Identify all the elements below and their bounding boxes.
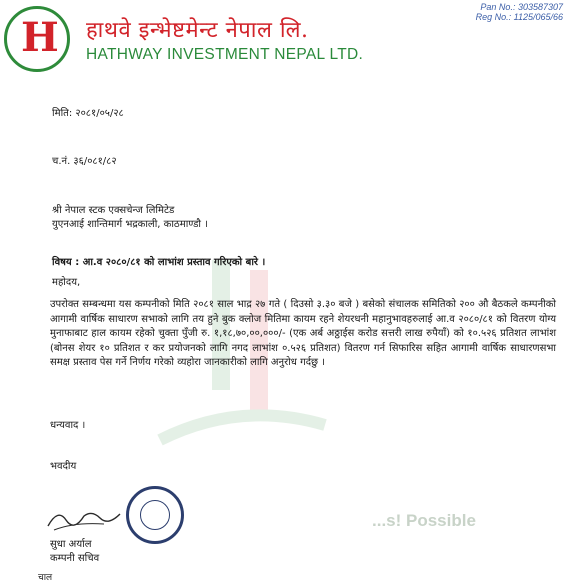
salutation: महोदय, <box>52 277 81 288</box>
recipient-line-2: युएनआई शान्तिमार्ग भद्रकाली, काठमाण्डौ । <box>52 219 208 230</box>
logo-h-icon: H <box>21 14 59 61</box>
company-name-english: HATHWAY INVESTMENT NEPAL LTD. <box>86 46 364 63</box>
pan-number: Pan No.: 303587307 <box>480 2 563 12</box>
closing: भवदीय <box>50 461 77 472</box>
company-name-nepali: हाथवे इन्भेष्टमेन्ट नेपाल लि. <box>86 18 309 43</box>
letter-subject: विषय : आ.व २०८०/८१ को लाभांश प्रस्ताव गरिएको बारे । <box>52 257 266 268</box>
signatory-name: सुधा अर्याल <box>50 539 92 550</box>
seal-center-icon <box>140 500 170 530</box>
company-seal <box>126 486 184 544</box>
signature-image <box>44 500 124 536</box>
reference-number: च.नं. ३६/०८१/८२ <box>52 156 117 167</box>
reg-number: Reg No.: 1125/065/66 <box>475 12 563 22</box>
recipient-line-1: श्री नेपाल स्टक एक्सचेन्ज लिमिटेड <box>52 205 175 216</box>
thanks: धन्यवाद । <box>50 420 86 431</box>
letter-body: उपरोक्त सम्बन्धमा यस कम्पनीको मिति २०८१ साल भाद्र २७ गते ( दिउसो ३.३० बजे ) बसेको संचालक समितिको २०० औ बैठकले कम्पनीको आगामी वार्षिक साधारण सभाको लागि तय हुने बुक क्लोज मितिमा कायम रहने शेयरधनी महानुभावहरुलाई आ.व २०८०/८१ को वितरण योग्य मुनाफाबाट हाल कायम रहेको चुक्ता पुँजी रु. १,१८,७०,००,०००/- (एक अर्ब अठ्ठाईस करोड सत्तरी लाख रुपैयाँ) को १०.५२६ प्रतिशत लाभांश (बोनस शेयर १० प्रतिशत र कर प्रयोजनको लागि नगद लाभांश ०.५२६ प्रतिशत) वितरण गर्न सिफारिस सहित आगामी वार्षिक साधारणसभा समक्ष प्रस्ताव पेस गर्ने निर्णय गरेको व्यहोरा जानकारीको लागि अनुरोध गर्दछु । <box>50 299 556 369</box>
watermark-text: ...s! Possible <box>372 511 476 530</box>
letter-date: मिति: २०८१/०५/२८ <box>52 108 124 119</box>
footer-text: चाल <box>38 573 53 583</box>
company-logo <box>4 6 70 72</box>
signatory-title: कम्पनी सचिव <box>50 553 100 564</box>
